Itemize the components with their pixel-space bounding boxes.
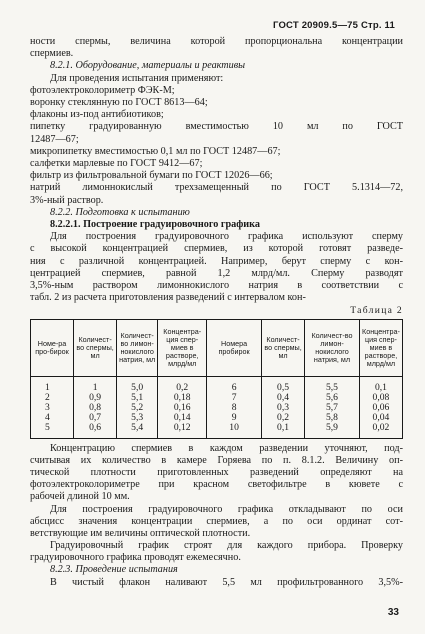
table-row <box>31 413 403 423</box>
section-heading: 8.2.3. Проведение испытания <box>50 564 178 576</box>
page-number: 33 <box>387 607 399 618</box>
table-cell: 0,9 <box>74 393 117 403</box>
table-cell: 5 <box>31 423 74 438</box>
table-cell: 0,18 <box>158 393 207 403</box>
text-line: 3%-ный раствор. <box>30 194 104 206</box>
table-cell: 0,4 <box>262 393 305 403</box>
table-header-cell: Количест-во лимон-нокислого натрия, мл <box>305 319 360 376</box>
table-cell: 2 <box>31 393 74 403</box>
table-cell: 0,3 <box>262 403 305 413</box>
text-line: Для построения градуировочного графика откладывают по оси <box>50 503 403 515</box>
table-header-cell: Количест-во лимон-нокислого натрия, мл <box>117 319 158 376</box>
table-cell: 7 <box>207 393 262 403</box>
table-cell: 5,9 <box>305 423 360 438</box>
table-cell: 5,2 <box>117 403 158 413</box>
table-header-cell: Номе-ра про-бирок <box>31 319 74 376</box>
text-line: Градуировочный график строят для каждого прибора. Проверку <box>50 540 403 552</box>
table-cell: 0,06 <box>359 403 402 413</box>
text-line: салфетки марлевые по ГОСТ 9412—67; <box>30 158 203 169</box>
document-body <box>30 36 403 589</box>
table-header-cell: Количест-во спермы, мл <box>74 319 117 376</box>
table-cell: 0,14 <box>158 413 207 423</box>
table-cell: 0,04 <box>359 413 402 423</box>
text-line: Концентрацию спермиев в каждом разведении уточняют, под- <box>50 442 403 454</box>
table-cell: 6 <box>207 376 262 393</box>
text-line: абсцисс значения концентрации спермиев, а по оси ординат сот- <box>30 515 403 527</box>
table-cell: 8 <box>207 403 262 413</box>
page-header: ГОСТ 20909.5—75 Стр. 11 <box>272 20 395 31</box>
text-line: ветствующие им величины оптической плотности. <box>30 527 251 539</box>
section-heading: 8.2.2. Подготовка к испытанию <box>50 206 190 218</box>
table-cell: 0,8 <box>74 403 117 413</box>
table-cell: 0,7 <box>74 413 117 423</box>
table-cell: 0,08 <box>359 393 402 403</box>
table-cell: 9 <box>207 413 262 423</box>
text-line: считывая их количество в камере Горяева по п. 8.1.2. Величину оп- <box>30 454 403 466</box>
text-line: воронку стеклянную по ГОСТ 8613—64; <box>30 97 208 108</box>
table-cell: 3 <box>31 403 74 413</box>
table-cell: 1 <box>31 376 74 393</box>
table-row <box>31 376 403 393</box>
text-line: с высокой концентрацией спермиев, из которой готовят разведе- <box>30 243 403 255</box>
text-line: 3,5%-ным раствором лимоннокислого натрия в соответствии с <box>30 279 403 291</box>
table-cell: 0,5 <box>262 376 305 393</box>
text-line: фотоэлектроколориметре при красном светофильтре в кювете с <box>30 479 403 491</box>
text-line: флаконы из-под антибиотиков; <box>30 109 164 121</box>
table-header-cell: Номера пробирок <box>207 319 262 376</box>
text-line: центрацией спермиев, равной 1,2 млрд/мл. Сперму разводят <box>30 267 403 279</box>
table-cell: 0,02 <box>359 423 402 438</box>
text-line: фильтр из фильтровальной бумаги по ГОСТ 12026—66; <box>30 170 273 182</box>
table-cell: 5,3 <box>117 413 158 423</box>
text-line: натрий лимоннокислый трехзамещенный по ГОСТ 5.1314—72, <box>30 182 403 194</box>
text-line: Для построения градуировочного графика используют сперму <box>50 231 403 243</box>
table-cell: 10 <box>207 423 262 438</box>
table-cell: 0,1 <box>262 423 305 438</box>
text-line: В чистый флакон наливают 5,5 мл профильтрованного 3,5%- <box>50 576 403 588</box>
text-line: фотоэлектроколориметр ФЭК-М; <box>30 84 175 96</box>
text-line: спермиев. <box>30 48 74 60</box>
table-cell: 5,1 <box>117 393 158 403</box>
text-line: 12487—67; <box>30 133 79 145</box>
table-row <box>31 423 403 438</box>
section-heading: 8.2.1. Оборудование, материалы и реактивы <box>50 60 246 72</box>
table-cell: 5,5 <box>305 376 360 393</box>
text-line: градуировочного графика проводят ежемесячно. <box>30 552 241 564</box>
text-line: рабочей длиной 10 мм. <box>30 491 130 503</box>
table-cell: 0,1 <box>359 376 402 393</box>
table-cell: 5,7 <box>305 403 360 413</box>
text-line: тической плотности приготовленных разведений определяют на <box>30 466 403 478</box>
text-line: табл. 2 из расчета приготовления разведений с интервалом кон- <box>30 292 306 304</box>
table-cell: 0,16 <box>158 403 207 413</box>
table-cell: 5,4 <box>117 423 158 438</box>
section-heading: 8.2.2.1. Построение градуировочного графика <box>50 219 260 230</box>
table-header-cell: Концентра-ция спер-миев в растворе, млрд/мл <box>359 319 402 376</box>
table-header-cell: Концентра-ция спер-миев в растворе, млрд/мл <box>158 319 207 376</box>
table-cell: 0,2 <box>158 376 207 393</box>
table-row <box>31 403 403 413</box>
text-line: Для проведения испытания применяют: <box>50 72 224 84</box>
table-cell: 0,12 <box>158 423 207 438</box>
table-caption: Таблица 2 <box>350 305 403 317</box>
table-header-cell: Количест-во спермы, мл <box>262 319 305 376</box>
table-cell: 4 <box>31 413 74 423</box>
table-cell: 0,6 <box>74 423 117 438</box>
text-line: ния с различной концентрацией. Например, берут сперму с кон- <box>30 255 403 267</box>
table-cell: 5,0 <box>117 376 158 393</box>
table-row <box>31 393 403 403</box>
table-cell: 1 <box>74 376 117 393</box>
table-cell: 0,2 <box>262 413 305 423</box>
text-line: ности спермы, величина которой пропорциональна концентрации <box>30 36 403 47</box>
table-cell: 5,6 <box>305 393 360 403</box>
dilution-table <box>30 319 403 439</box>
text-line: пипетку градуированную вместимостью 10 мл по ГОСТ <box>30 121 403 133</box>
text-line: микропипетку вместимостью 0,1 мл по ГОСТ 12487—67; <box>30 145 281 157</box>
table-cell: 5,8 <box>305 413 360 423</box>
